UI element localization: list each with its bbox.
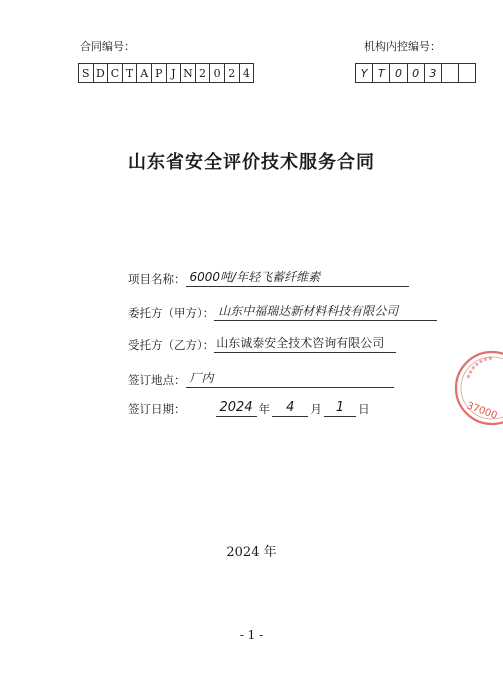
signing-place-field [128,369,394,388]
client-label: 委托方（甲方）： [128,306,215,320]
contract-number-char: T [123,63,138,83]
date-year-value: 2024 [216,400,257,417]
date-day-unit: 日 [358,402,370,416]
contractor-value: 山东诚泰安全技术咨询有限公司 [214,334,396,353]
contract-number-char: 2 [225,63,240,83]
contract-number-char: 4 [240,63,255,83]
org-number-char [442,63,459,83]
project-name-label: 项目名称： [128,272,186,286]
contract-number-char: S [79,63,94,83]
document-title: 山东省安全评价技术服务合同 [128,152,375,173]
date-day-value: 1 [324,400,356,417]
org-number-boxes [355,63,476,83]
org-number-char: 3 [425,63,442,83]
contract-number-char: P [152,63,167,83]
contract-number-char: 0 [210,63,225,83]
signing-place-value: 厂内 [186,369,394,388]
signing-date-label: 签订日期： [128,402,186,416]
org-number-char: Y [356,63,373,83]
contractor-field [128,334,396,353]
project-name-value: 6000吨/年轻飞蓄纤维素 [186,268,409,287]
contract-number-label: 合同编号： [80,40,135,53]
contract-number-char: 2 [196,63,211,83]
project-name-field [128,268,409,287]
contract-number-char: D [94,63,109,83]
org-number-char: 0 [390,63,407,83]
date-month-unit: 月 [310,402,322,416]
contract-number-char: A [137,63,152,83]
org-number-char [459,63,476,83]
org-number-char: T [373,63,390,83]
date-month-value: 4 [272,400,308,417]
signing-place-label: 签订地点： [128,373,186,387]
page-number: - 1 - [239,628,264,642]
org-number-char: 0 [408,63,425,83]
cover-year: 2024 年 [226,545,277,560]
red-seal-stamp [452,348,503,428]
contract-number-char: N [181,63,196,83]
contractor-label: 受托方（乙方）： [128,338,215,352]
date-year-unit: 年 [258,402,271,416]
signing-date-field [128,400,372,417]
seal-number-text: 37000 [464,400,499,422]
contract-number-char: C [108,63,123,83]
client-field [128,302,437,321]
org-internal-number-label: 机构内控编号： [364,40,441,53]
contract-number-char: J [167,63,182,83]
client-value: 山东中福瑞达新材料科技有限公司 [214,302,437,321]
contract-number-boxes [78,63,254,83]
